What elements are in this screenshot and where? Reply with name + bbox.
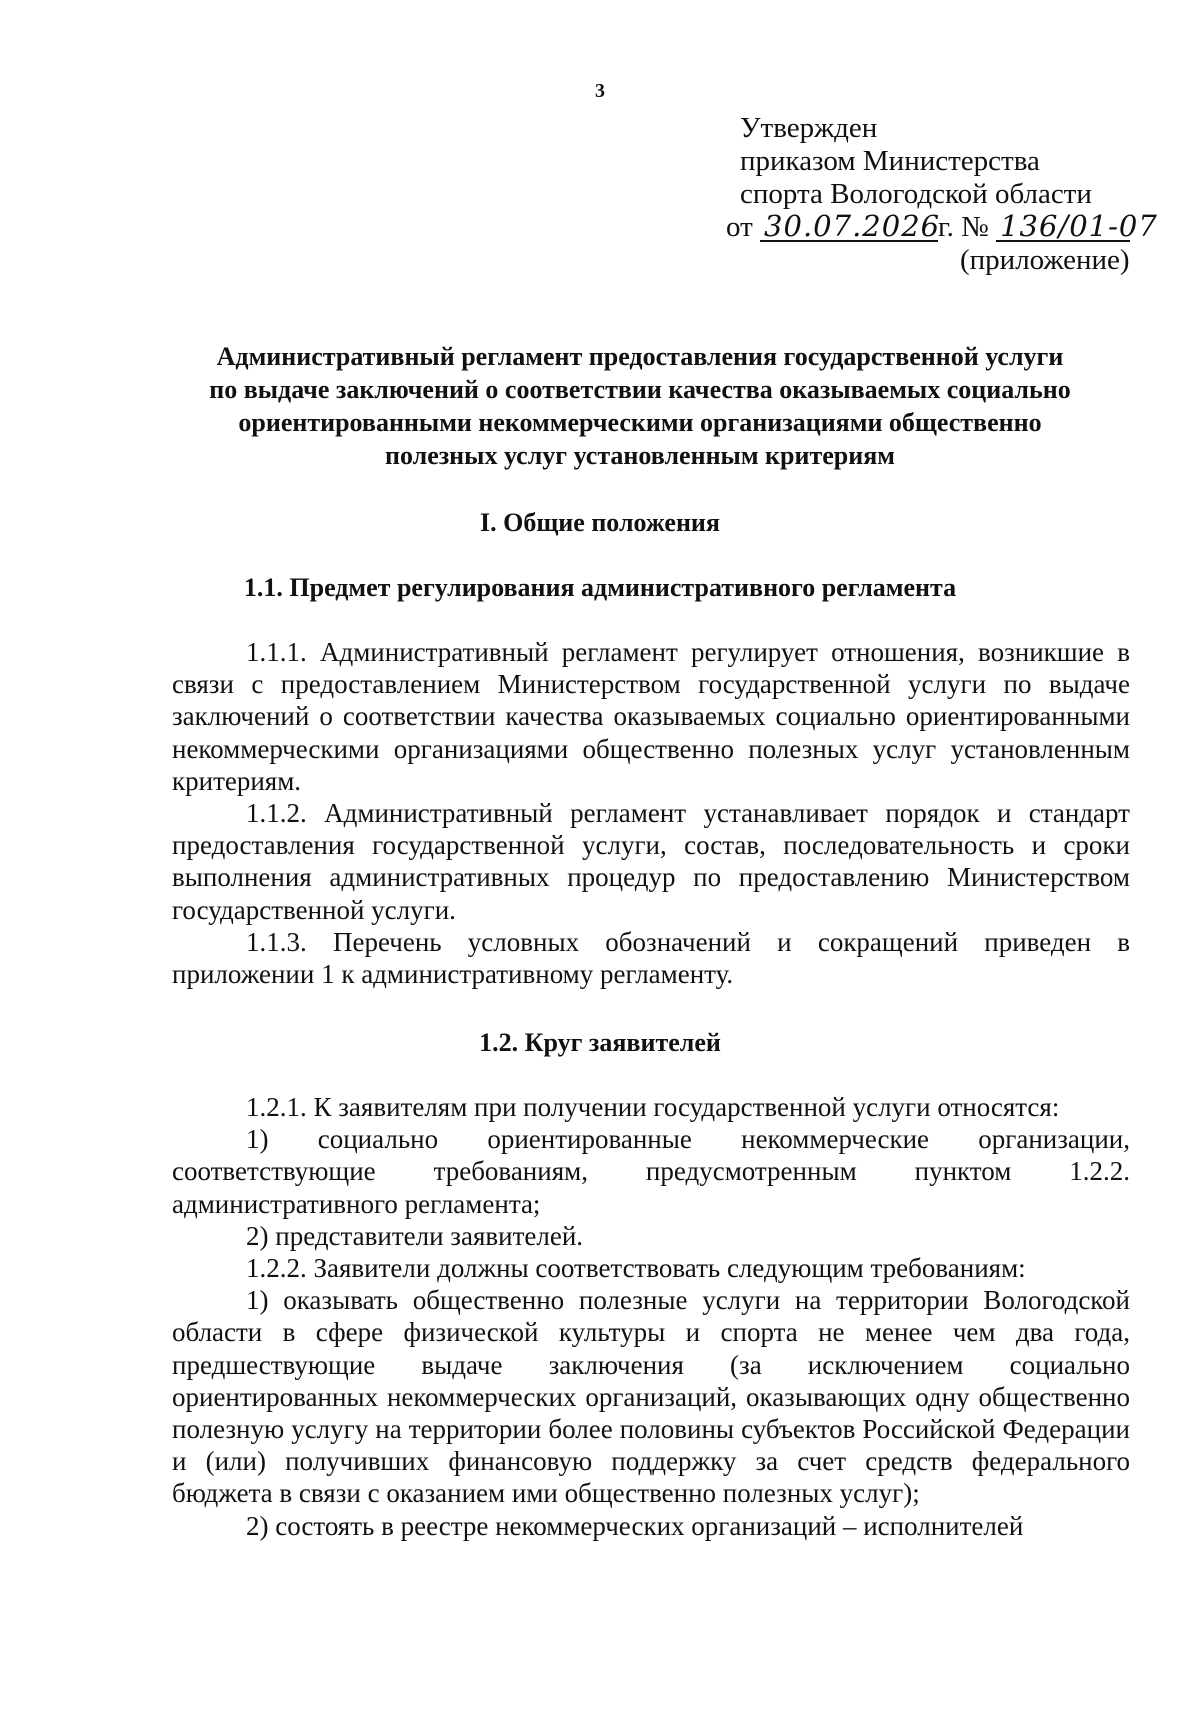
approval-line-order: приказом Министерства <box>740 145 1040 177</box>
title-line: по выдаче заключений о соответствии качества оказываемых социально <box>209 375 1071 404</box>
subsection-1-2-body <box>172 1091 1130 1542</box>
paragraph-1-2-2: 1.2.2. Заявители должны соответствовать следующим требованиям: <box>246 1253 1026 1284</box>
approval-stamp-block <box>726 112 1180 277</box>
approval-line-approved: Утвержден <box>740 112 878 144</box>
paragraph-1-1-3: 1.1.3. Перечень условных обозначений и сокращений приведен в приложении 1 к административному регламенту. <box>172 926 1130 990</box>
title-line: ориентированными некоммерческими организациями общественно <box>238 408 1042 437</box>
paragraph-1-1-2: 1.1.2. Административный регламент устанавливает порядок и стандарт предоставления государственной услуги, состав, последовательность и сроки выполнения административных процедур по предоставлению Министерством государственной услуги. <box>172 798 1130 925</box>
approval-line-ministry: спорта Вологодской области <box>740 178 1092 210</box>
approval-date-row <box>726 211 1180 244</box>
title-line: полезных услуг установленным критериям <box>384 441 896 470</box>
list-item-2: 2) представители заявителей. <box>246 1220 584 1251</box>
section-heading-general: I. Общие положения <box>480 508 720 537</box>
handwritten-date: 30.07.2026 <box>760 212 938 242</box>
requirement-item-1: 1) оказывать общественно полезные услуги на территории Вологодской области в сфере физической культуры и спорта не менее чем два года, предшествующие выдаче заключения (за исключением социально ориентированных некоммерческих организаций, оказывающих одну общественно полезную услугу на территории более половины субъектов Российской Федерации и (или) получивших финансовую поддержку за счет средств федерального бюджета в связи с оказанием ими общественно полезных услуг); <box>172 1285 1130 1509</box>
document-title <box>160 340 1120 472</box>
subsection-heading-1-1: 1.1. Предмет регулирования административного регламента <box>243 573 957 602</box>
requirement-item-2: 2) состоять в реестре некоммерческих организаций – исполнителей <box>246 1510 1024 1541</box>
subsection-1-1-body <box>172 636 1130 990</box>
approval-number-prefix: г. № <box>938 211 989 243</box>
approval-date-prefix: от <box>726 211 753 243</box>
paragraph-1-1-1: 1.1.1. Административный регламент регулирует отношения, возникшие в связи с предоставлением Министерством государственной услуги по выдаче заключений о соответствии качества оказываемых социально ориентированными некоммерческими организациями общественно полезных услуг установленным критериям. <box>172 637 1130 796</box>
page-number: 3 <box>595 80 605 102</box>
subsection-heading-1-2: 1.2. Круг заявителей <box>479 1028 721 1057</box>
paragraph-1-2-1: 1.2.1. К заявителям при получении государственной услуги относятся: <box>246 1092 1060 1122</box>
handwritten-order-number: 136/01-07 <box>996 212 1130 242</box>
list-item-1: 1) социально ориентированные некоммерческие организации, соответствующие требованиям, предусмотренным пунктом 1.2.2. административного регламента; <box>172 1124 1130 1219</box>
approval-note: (приложение) <box>960 244 1130 276</box>
title-line: Административный регламент предоставления государственной услуги <box>216 342 1064 371</box>
